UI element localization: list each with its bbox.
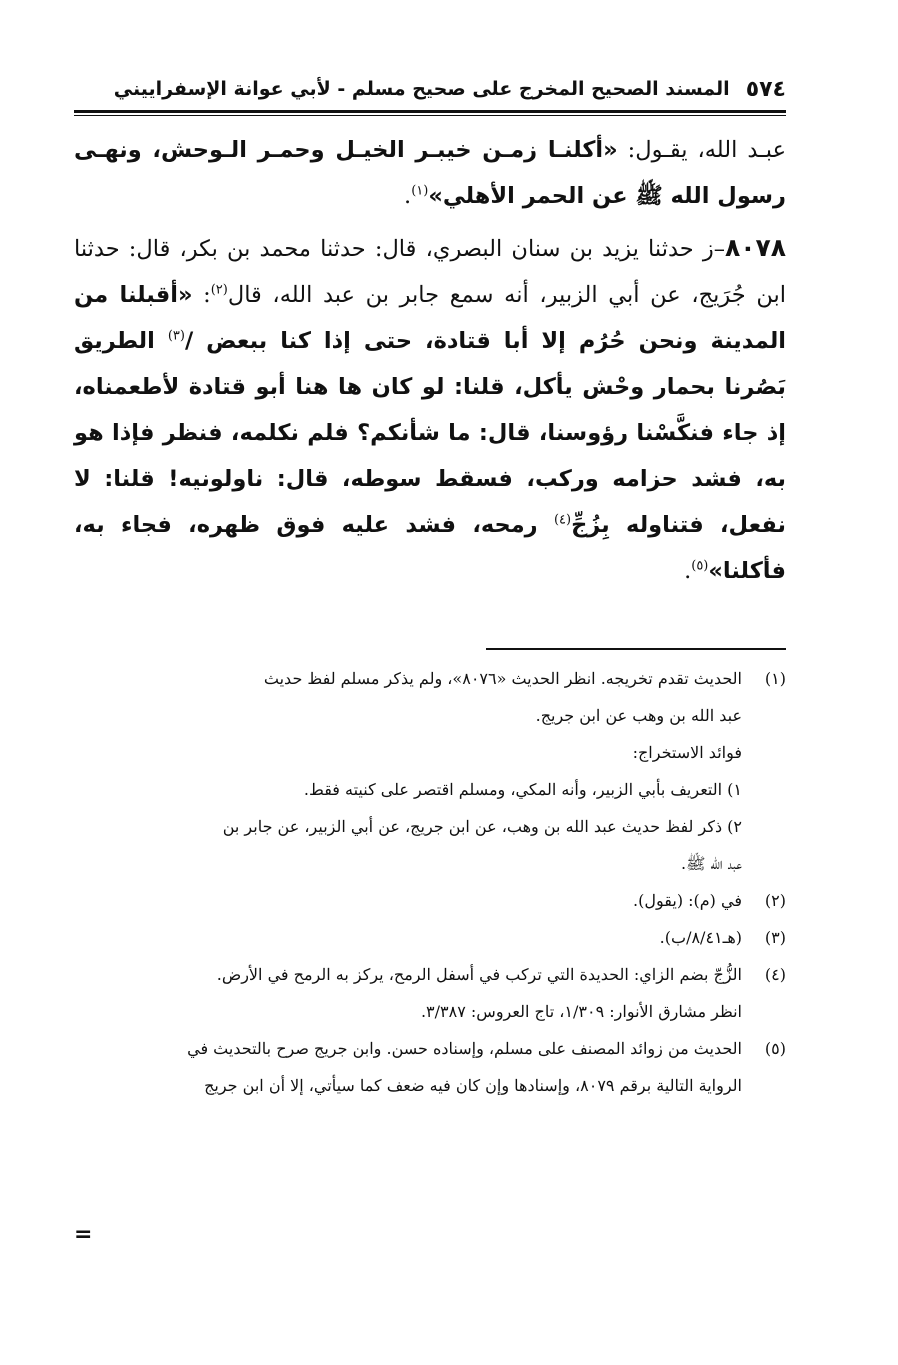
footnote-line: الحديث من زوائد المصنف على مسلم، وإسناده حسن. وابن جريج صرح بالتحديث في (187, 1039, 742, 1058)
sentence-end: . (684, 558, 692, 584)
sentence-end: . (404, 183, 412, 209)
footnote-mark: (٣) (764, 928, 786, 947)
paragraph-hadith-end (74, 127, 786, 219)
footnote-mark: (١) (764, 669, 786, 688)
footnote-line: في (م): (يقول). (633, 891, 742, 910)
footnote-ref-3: (٣) (167, 328, 185, 344)
footnote-4 (74, 956, 786, 1030)
footnote-line: عبد الله ﷺ. (681, 854, 742, 873)
narration-intro: عبـد الله، يقـول: (617, 137, 786, 163)
footnote-mark: (٢) (764, 891, 786, 910)
main-text (74, 127, 786, 600)
footnote-5 (74, 1030, 786, 1104)
header-rule (74, 110, 786, 113)
matn-text-part3: رمحه، فشد عليه فوق ظهره، فجاء به، فأكلنا» (74, 512, 786, 584)
header-rule-thin (74, 115, 786, 116)
footnote-line: ١) التعريف بأبي الزبير، وأنه المكي، ومسلم اقتصر على كنيته فقط. (303, 780, 742, 799)
matn-text-part1: «أقبلنا من المدينة ونحن حُرُم إلا أبا قتادة، حتى إذا كنا ببعض / (74, 282, 787, 354)
footnote-3 (74, 919, 786, 956)
footnote-line: انظر مشارق الأنوار: ١/٣٠٩، تاج العروس: ٣/٣٨٧. (420, 1002, 742, 1021)
footnote-ref-4: (٤) (553, 512, 572, 528)
footnote-line: الزُّجّ بضم الزاي: الحديدة التي تركب في أسفل الرمح، يركز به الرمح في الأرض. (216, 965, 742, 984)
continuation-mark: = (74, 1222, 93, 1247)
footnote-line: ٢) ذكر لفظ حديث عبد الله بن وهب، عن ابن جريج، عن أبي الزبير، عن جابر بن (222, 817, 742, 836)
footnote-line: عبد الله بن وهب عن ابن جريج. (535, 706, 742, 725)
footnote-ref-2: (٢) (210, 282, 228, 298)
footnotes (74, 660, 786, 1104)
isnad-text: –ز حدثنا يزيد بن سنان البصري، قال: حدثنا محمد بن بكر، قال: حدثنا ابن جُرَيج، عن أبي الزبير، أنه سمع جابر بن عبد الله، قال (74, 236, 786, 308)
running-header (74, 72, 786, 106)
colon: : (192, 282, 211, 308)
footnote-ref-1: (١) (411, 183, 429, 199)
hadith-text: «أكلنـا زمـن خيبـر الخيـل وحمـر الـوحش، ونهـى رسول الله ﷺ عن الحمر الأهلي» (74, 137, 786, 209)
footnote-ref-5: (٥) (691, 558, 709, 574)
page-number: ٥٧٤ (745, 76, 786, 102)
footnote-line: فوائد الاستخراج: (632, 743, 742, 762)
footnote-line: الرواية التالية برقم ٨٠٧٩، وإسنادها وإن كان فيه ضعف كما سيأتي، إلا أن ابن جريج (204, 1076, 742, 1095)
running-title: المسند الصحيح المخرج على صحيح مسلم - لأبي عوانة الإسفراييني (113, 78, 730, 100)
footnote-mark: (٥) (764, 1039, 786, 1058)
book-page (74, 0, 786, 1365)
footnote-mark: (٤) (764, 965, 786, 984)
matn-text-part2: الطريق بَصُرنا بحمار وحْش يأكل، قلنا: لو كان ها هنا أبو قتادة لأطعمناه، إذ جاء فنكَّسْنا رؤوسنا، قال: ما شأنكم؟ فلم نكلمه، فنظر فإذا هو به، فشد حزامه وركب، فسقط سوطه، قال: ناولونيه! قلنا: لا نفعل، فتناوله بِزُجِّ (74, 328, 786, 538)
hadith-number: ٨٠٧٨ (724, 233, 786, 262)
paragraph-hadith-8078 (74, 225, 786, 594)
footnote-1 (74, 660, 786, 882)
footnote-separator (486, 648, 786, 650)
footnote-2 (74, 882, 786, 919)
footnote-line: الحديث تقدم تخريجه. انظر الحديث «٨٠٧٦»، ولم يذكر مسلم لفظ حديث (263, 669, 742, 688)
footnote-line: (هـ٨/٤١/ب). (659, 928, 742, 947)
